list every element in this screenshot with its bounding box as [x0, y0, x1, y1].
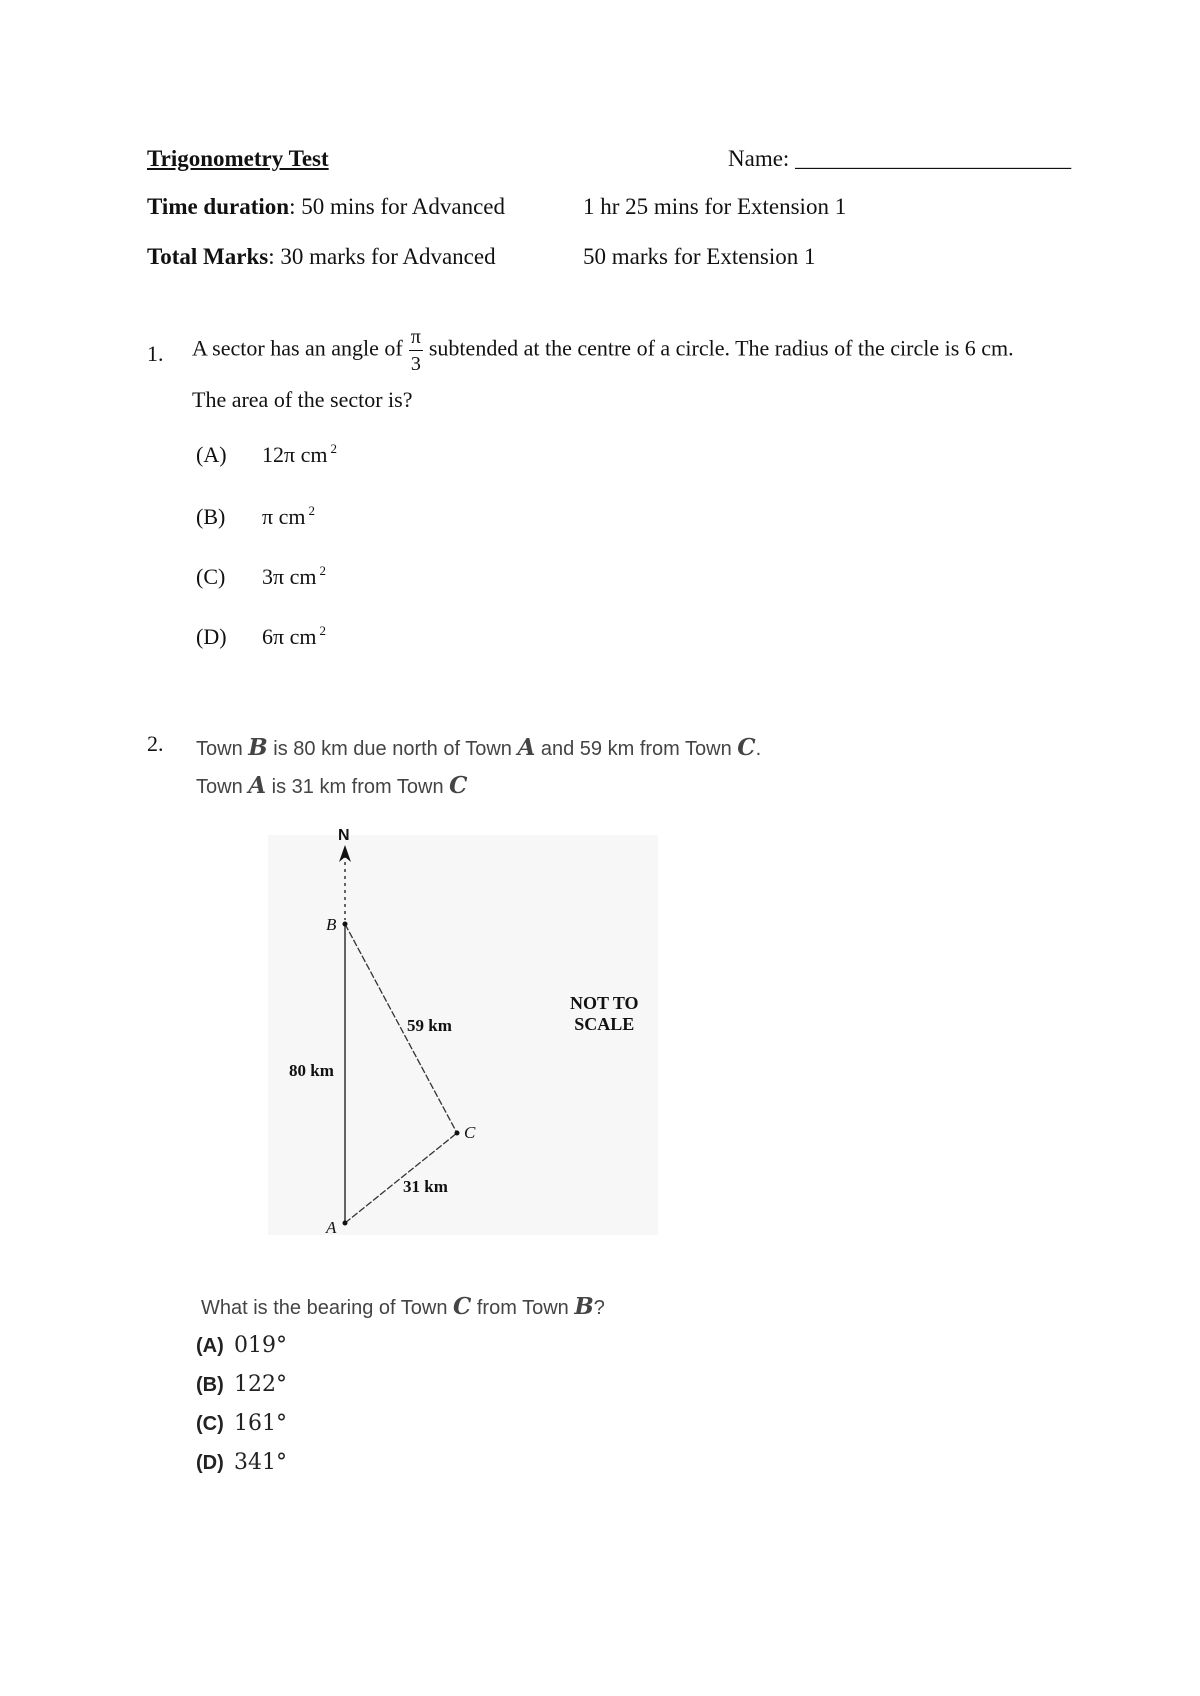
q2-question — [201, 1293, 605, 1320]
q1-stem — [192, 327, 1014, 374]
q1-option-a[interactable] — [196, 441, 337, 468]
var-c: C — [453, 1293, 472, 1320]
text: and 59 km from Town — [535, 738, 738, 760]
label-a: A — [326, 1218, 337, 1237]
label-c: C — [464, 1123, 476, 1142]
length-ab: 80 km — [289, 1061, 334, 1080]
q1-line2: The area of the sector is? — [192, 387, 413, 412]
option-label: (B) — [196, 1374, 224, 1396]
var-a: A — [248, 772, 267, 799]
time-duration-label: Time duration — [147, 194, 290, 219]
q2-option-d[interactable] — [196, 1450, 287, 1475]
length-ac: 31 km — [403, 1177, 448, 1196]
option-label: (C) — [196, 564, 226, 589]
option-label: (C) — [196, 1413, 224, 1435]
option-value: 122° — [234, 1372, 287, 1397]
name-blank[interactable]: ________________________ — [795, 146, 1072, 171]
option-value: π cm — [262, 504, 306, 529]
total-marks-advanced — [147, 244, 496, 270]
not-to-scale-note — [570, 993, 639, 1035]
option-label: (A) — [196, 1335, 224, 1357]
text: from Town — [471, 1297, 575, 1319]
total-marks-label: Total Marks — [147, 244, 269, 269]
point-c — [455, 1131, 460, 1136]
q1-text-after: subtended at the centre of a circle. The radius of the circle is 6 cm. — [428, 335, 1014, 361]
q1-option-b[interactable] — [196, 503, 315, 530]
q2-line1 — [196, 734, 761, 761]
option-value: 12π cm — [262, 442, 328, 467]
option-exponent: 2 — [308, 503, 315, 518]
name-field — [728, 146, 1071, 172]
time-duration-advanced-value: : 50 mins for Advanced — [289, 194, 505, 219]
length-bc: 59 km — [407, 1016, 452, 1035]
q2-option-b[interactable] — [196, 1372, 287, 1397]
text: . — [755, 738, 762, 760]
pi-over-3-fraction — [409, 327, 423, 374]
option-value: 019° — [234, 1333, 287, 1358]
text: is 31 km from Town — [266, 776, 450, 798]
option-exponent: 2 — [330, 441, 337, 456]
label-b: B — [326, 915, 337, 934]
q2-option-a[interactable] — [196, 1333, 287, 1358]
option-exponent: 2 — [319, 623, 326, 638]
option-value: 3π cm — [262, 564, 317, 589]
option-value: 341° — [234, 1450, 287, 1475]
option-value: 6π cm — [262, 624, 317, 649]
text: Town — [196, 776, 249, 798]
point-a — [343, 1221, 348, 1226]
north-label: N — [338, 827, 350, 844]
q1-option-d[interactable] — [196, 623, 326, 650]
option-label: (A) — [196, 442, 227, 467]
q1-option-c[interactable] — [196, 563, 326, 590]
var-c: C — [737, 734, 756, 761]
total-marks-advanced-value: : 30 marks for Advanced — [268, 244, 496, 269]
note-line-1: NOT TO — [570, 993, 639, 1013]
name-label: Name: — [728, 146, 796, 171]
option-label: (B) — [196, 504, 226, 529]
text: Town — [196, 738, 249, 760]
text: is 80 km due north of Town — [267, 738, 518, 760]
text: ? — [593, 1297, 605, 1319]
q1-text-before: A sector has an angle of — [192, 335, 403, 361]
var-b: B — [574, 1293, 594, 1320]
option-exponent: 2 — [319, 563, 326, 578]
text: What is the bearing of Town — [201, 1297, 453, 1319]
var-a: A — [517, 734, 536, 761]
q1-number: 1. — [147, 341, 164, 366]
fraction-numerator: π — [409, 327, 423, 351]
fraction-denominator: 3 — [410, 353, 421, 375]
time-duration-advanced — [147, 194, 505, 220]
triangle-diagram — [268, 835, 658, 1235]
note-line-2: SCALE — [574, 1014, 635, 1034]
q2-option-c[interactable] — [196, 1411, 287, 1436]
q2-line2 — [196, 772, 467, 799]
time-duration-extension: 1 hr 25 mins for Extension 1 — [583, 194, 847, 219]
option-value: 161° — [234, 1411, 287, 1436]
point-b — [343, 922, 348, 927]
north-arrow-icon — [339, 845, 351, 862]
page-title: Trigonometry Test — [147, 146, 329, 171]
total-marks-extension: 50 marks for Extension 1 — [583, 244, 816, 269]
var-b: B — [248, 734, 268, 761]
var-c: C — [449, 772, 468, 799]
triangle-figure — [268, 827, 658, 1237]
option-label: (D) — [196, 1452, 224, 1474]
q2-number: 2. — [147, 731, 164, 756]
option-label: (D) — [196, 624, 227, 649]
